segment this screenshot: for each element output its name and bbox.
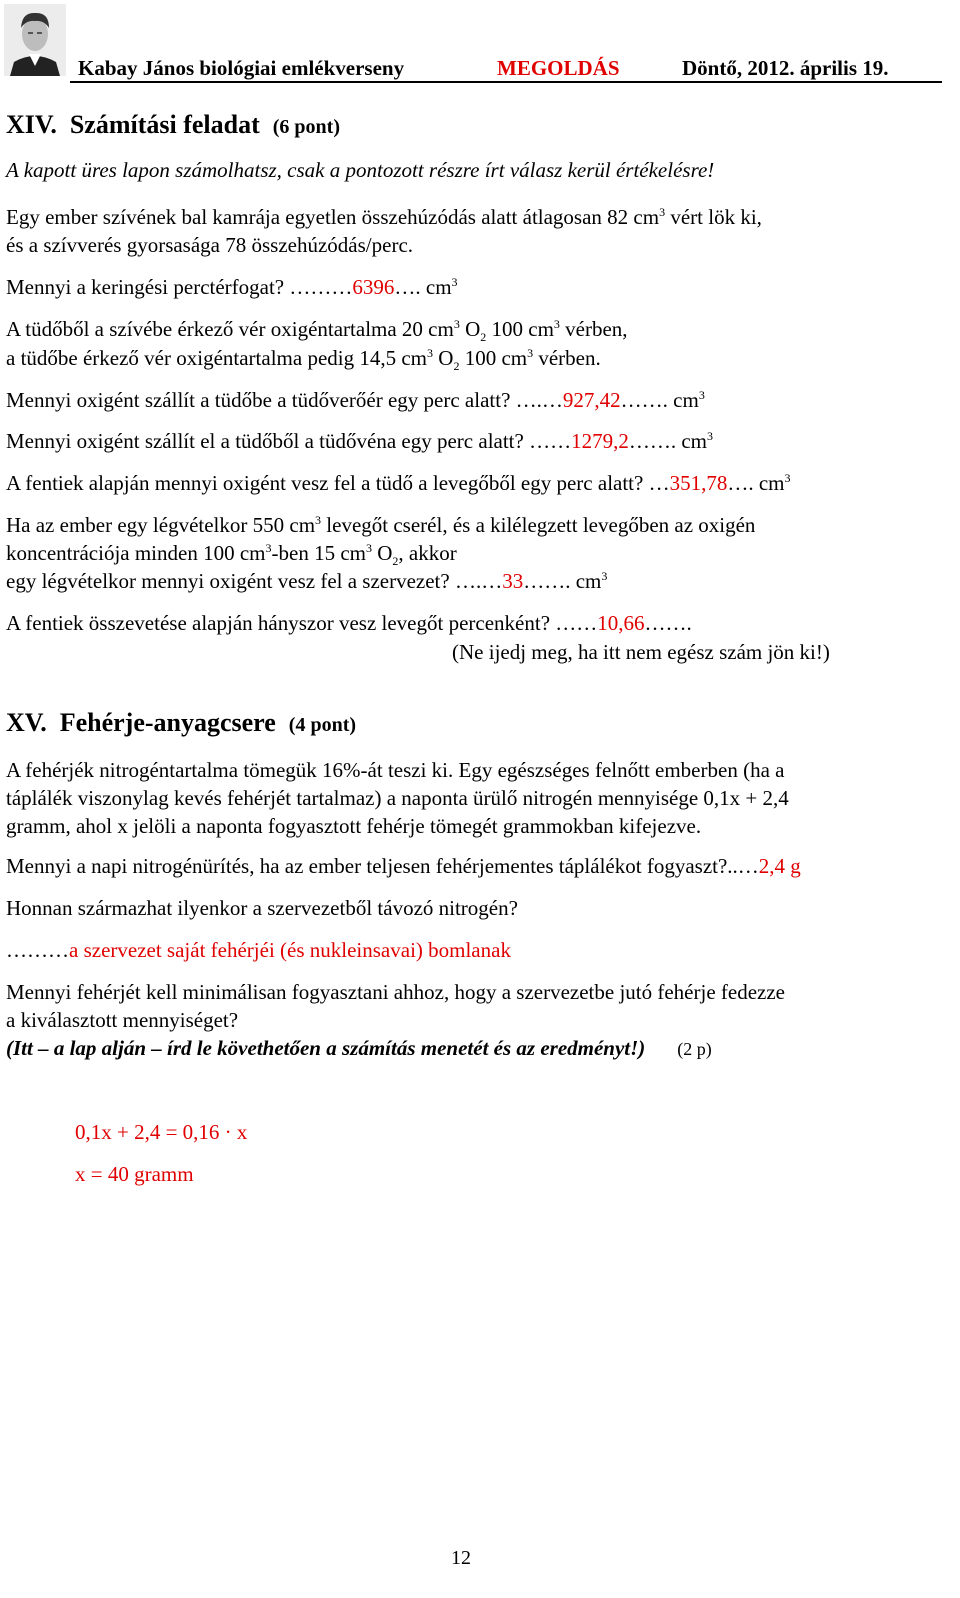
answer-nitrogen-source	[6, 937, 511, 963]
text: , akkor	[398, 541, 457, 565]
text: -ben 15 cm	[271, 541, 366, 565]
text: a tüdőbe érkező vér oxigéntartalma pedig 14,5 cm	[6, 346, 428, 370]
oxygen-line-2	[6, 345, 601, 374]
section-15-number: XV.	[6, 708, 47, 737]
intro-line-1-text: Egy ember szívének bal kamrája egyetlen összehúzódás alatt átlagosan 82 cm	[6, 205, 660, 229]
answer-dots: ….…	[510, 388, 563, 412]
section-15-points: (4 pont)	[288, 714, 357, 736]
question-arterial-oxygen	[6, 387, 705, 413]
superscript: 3	[707, 429, 713, 443]
superscript: 3	[315, 513, 322, 527]
text: 100 cm	[486, 317, 554, 341]
calculation-line-2: x = 40 gramm	[75, 1162, 194, 1186]
text: A tüdőből a szívébe érkező vér oxigéntartalma 20 cm	[6, 317, 454, 341]
answer-dots: ..…	[727, 854, 759, 878]
protein-para-line-1: A fehérjék nitrogéntartalma tömegük 16%-át teszi ki. Egy egészséges felnőtt emberben (ha a	[6, 758, 785, 782]
section-15-title: Fehérje-anyagcsere	[59, 708, 276, 737]
breath-rate-note: (Ne ijedj meg, ha itt nem egész szám jön ki!)	[452, 640, 830, 664]
section-14-number: XIV.	[6, 110, 57, 139]
subscript: 2	[392, 554, 399, 569]
answer-value: 927,42	[562, 388, 621, 412]
superscript: 3	[527, 346, 534, 360]
text: koncentrációja minden 100 cm	[6, 541, 266, 565]
superscript: 3	[553, 317, 560, 331]
instruction-points: (2 p)	[677, 1039, 712, 1059]
text: vérben.	[533, 346, 601, 370]
superscript: 3	[784, 471, 791, 485]
answer-value: 6396	[352, 275, 395, 299]
answer-dots: ………	[6, 938, 69, 962]
text: O	[459, 317, 481, 341]
answer-value: 33	[502, 569, 524, 593]
text: Ha az ember egy légvételkor 550 cm	[6, 513, 316, 537]
answer-value: 1279,2	[571, 429, 629, 453]
answer-dots: ……	[523, 429, 572, 453]
section-14-heading	[6, 110, 340, 142]
breath-line-2	[6, 540, 457, 569]
question-venous-oxygen	[6, 428, 713, 454]
text: O	[371, 541, 393, 565]
question-min-protein-line-2: a kiválasztott mennyiséget?	[6, 1008, 239, 1032]
section-14-instruction: A kapott üres lapon számolhatsz, csak a pontozott részre írt válasz kerül értékelésre!	[6, 158, 715, 182]
answer-unit: …. cm	[394, 275, 452, 299]
section-15-heading	[6, 708, 356, 740]
question-min-protein-line-1: Mennyi fehérjét kell minimálisan fogyasztani ahhoz, hogy a szervezetbe jutó fehérje fedezze	[6, 980, 785, 1004]
superscript: 3	[659, 205, 666, 219]
intro-line-1	[6, 204, 762, 230]
text: O	[433, 346, 454, 370]
event-date: Döntő, 2012. április 19.	[682, 56, 889, 80]
portrait-icon	[4, 4, 66, 76]
question-breath-rate	[6, 610, 692, 636]
calculation-line-1: 0,1x + 2,4 = 0,16 · x	[75, 1120, 248, 1144]
question-lung-uptake	[6, 470, 791, 496]
breath-line-1	[6, 512, 755, 538]
question-text: Mennyi a keringési perctérfogat?	[6, 275, 285, 299]
text: 100 cm	[459, 346, 528, 370]
superscript: 3	[427, 346, 434, 360]
answer-dots: ………	[284, 275, 353, 299]
question-text: A fentiek alapján mennyi oxigént vesz fel a tüdő a levegőből egy perc alatt?	[6, 471, 644, 495]
question-text: A fentiek összevetése alapján hányszor vesz levegőt percenként?	[6, 611, 551, 635]
portrait-photo	[4, 4, 66, 76]
answer-value: 10,66	[597, 611, 645, 635]
superscript: 3	[451, 275, 458, 289]
solution-label: MEGOLDÁS	[497, 56, 620, 80]
superscript: 3	[698, 388, 705, 402]
question-nitrogen-excretion	[6, 853, 801, 879]
question-perctérfogat	[6, 274, 458, 300]
subscript: 2	[480, 330, 487, 345]
text: vérben,	[559, 317, 628, 341]
answer-unit: ……. cm	[620, 388, 699, 412]
answer-unit: …. cm	[727, 471, 785, 495]
superscript: 3	[601, 569, 608, 583]
answer-dots: …….	[644, 611, 692, 635]
answer-dots: ……	[550, 611, 598, 635]
protein-para-line-2: táplálék viszonylag kevés fehérjét tartalmaz) a naponta ürülő nitrogén mennyisége 0,1x + 2,4	[6, 786, 789, 810]
answer-value: 2,4 g	[758, 854, 801, 878]
oxygen-line-1	[6, 316, 628, 345]
header-bar	[70, 55, 942, 83]
answer-unit: ……. cm	[628, 429, 707, 453]
section-14-points: (6 pont)	[272, 116, 340, 138]
section-14-title: Számítási feladat	[69, 110, 260, 139]
subscript: 2	[453, 359, 460, 374]
instruction-text: (Itt – a lap alján – írd le követhetően a számítás menetét és az eredményt!)	[6, 1036, 646, 1060]
superscript: 3	[365, 541, 372, 555]
text: levegőt cserél, és a kilélegzett levegőben az oxigén	[321, 513, 756, 537]
answer-dots: ….…	[449, 569, 503, 593]
answer-value: 351,78	[669, 471, 728, 495]
question-text: Mennyi oxigént szállít el a tüdőből a tüdővéna egy perc alatt?	[6, 429, 524, 453]
question-text: egy légvételkor mennyi oxigént vesz fel a szervezet?	[6, 569, 450, 593]
answer-dots: …	[643, 471, 670, 495]
protein-para-line-3: gramm, ahol x jelöli a naponta fogyasztott fehérje tömegét grammokban kifejezve.	[6, 814, 702, 838]
breath-question	[6, 568, 607, 594]
competition-name: Kabay János biológiai emlékverseny	[78, 56, 405, 80]
answer-unit: ……. cm	[523, 569, 602, 593]
page-number: 12	[451, 1547, 471, 1569]
superscript: 3	[453, 317, 460, 331]
calculation-instruction	[6, 1035, 712, 1062]
answer-value: a szervezet saját fehérjéi (és nukleinsavai) bomlanak	[69, 938, 511, 962]
intro-line-1-tail: vért lök ki,	[665, 205, 762, 229]
superscript: 3	[265, 541, 272, 555]
question-text: Mennyi oxigént szállít a tüdőbe a tüdőverőér egy perc alatt?	[6, 388, 511, 412]
intro-line-2: és a szívverés gyorsasága 78 összehúzódás/perc.	[6, 233, 414, 257]
question-nitrogen-source: Honnan származhat ilyenkor a szervezetből távozó nitrogén?	[6, 896, 518, 920]
question-text: Mennyi a napi nitrogénürítés, ha az ember teljesen fehérjementes táplálékot fogyaszt?	[6, 854, 728, 878]
